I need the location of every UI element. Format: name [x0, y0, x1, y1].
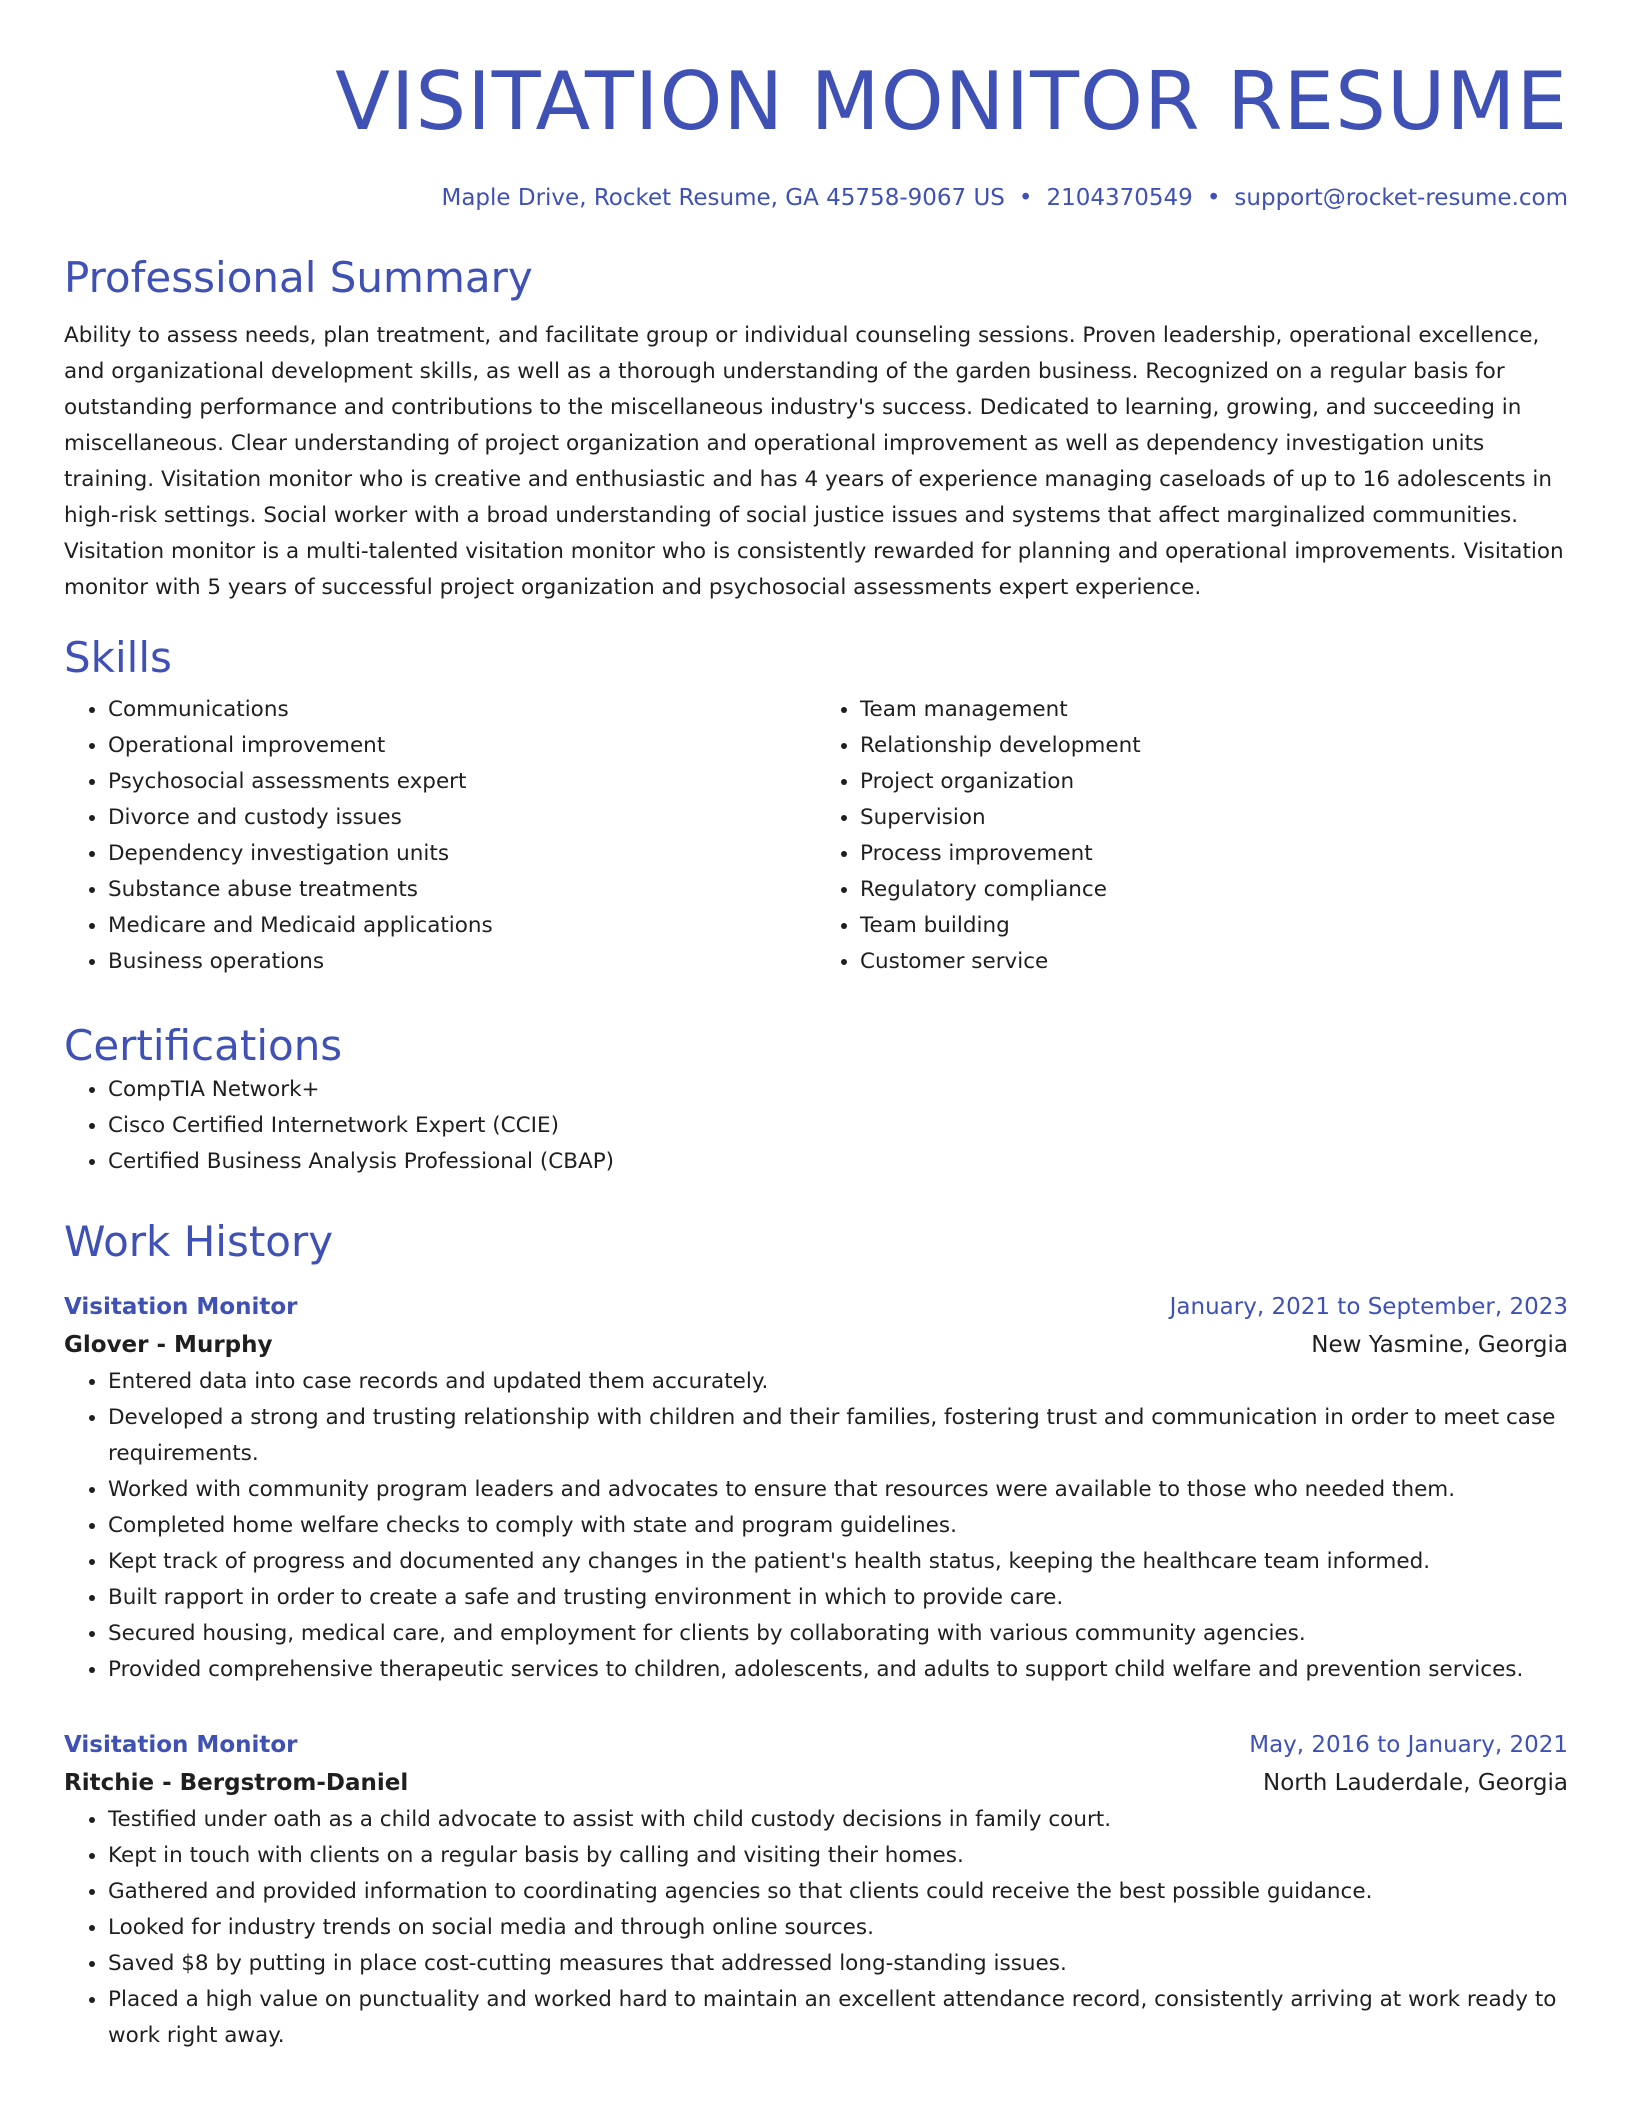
contact-address: Maple Drive, Rocket Resume, GA 45758-9067 US	[441, 185, 1005, 211]
skill-item: • Dependency investigation units	[108, 836, 816, 872]
job-bullet: • Kept track of progress and documented any changes in the patient's health status, keeping the healthcare team informed.	[108, 1544, 1568, 1580]
job-bullet: • Secured housing, medical care, and employment for clients by collaborating with various community agencies.	[108, 1616, 1568, 1652]
skills-heading: Skills	[64, 633, 172, 682]
job-title-row	[64, 1726, 1568, 1764]
resume-page	[64, 0, 1568, 2054]
skills-grid	[64, 692, 1568, 980]
skill-item: • Customer service	[860, 944, 1568, 980]
certification-item: • Certified Business Analysis Professional (CBAP)	[108, 1144, 1568, 1180]
skill-item: • Regulatory compliance	[860, 872, 1568, 908]
skill-item: • Divorce and custody issues	[108, 800, 816, 836]
skill-item: • Process improvement	[860, 836, 1568, 872]
skills-list-right	[816, 692, 1568, 980]
skill-item: • Operational improvement	[108, 728, 816, 764]
job-bullet: • Saved $8 by putting in place cost-cutting measures that addressed long-standing issues.	[108, 1946, 1568, 1982]
job-entry	[64, 1726, 1568, 2054]
job-entry	[64, 1288, 1568, 1688]
job-bullet: • Developed a strong and trusting relationship with children and their families, fostering trust and communication in order to meet case requirements.	[108, 1400, 1568, 1472]
job-bullet: • Worked with community program leaders and advocates to ensure that resources were available to those who needed them.	[108, 1472, 1568, 1508]
job-bullet: • Testified under oath as a child advocate to assist with child custody decisions in family court.	[108, 1802, 1568, 1838]
skill-item: • Medicare and Medicaid applications	[108, 908, 816, 944]
job-company-row	[64, 1764, 1568, 1802]
job-bullet: • Looked for industry trends on social media and through online sources.	[108, 1910, 1568, 1946]
summary-heading: Professional Summary	[64, 253, 533, 302]
work-history-heading: Work History	[64, 1217, 334, 1266]
job-bullets	[64, 1364, 1568, 1688]
job-location: New Yasmine, Georgia	[1311, 1332, 1568, 1358]
skill-item: • Supervision	[860, 800, 1568, 836]
job-company: Glover - Murphy	[64, 1332, 273, 1358]
job-bullets	[64, 1802, 1568, 2054]
skills-list-left	[64, 692, 816, 980]
job-bullet: • Completed home welfare checks to comply with state and program guidelines.	[108, 1508, 1568, 1544]
job-bullet: • Provided comprehensive therapeutic services to children, adolescents, and adults to support child welfare and prevention services.	[108, 1652, 1568, 1688]
contact-phone: 2104370549	[1046, 185, 1193, 211]
certification-item: • Cisco Certified Internetwork Expert (CCIE)	[108, 1108, 1568, 1144]
certifications-heading: Certifications	[64, 1021, 343, 1070]
contact-separator: •	[1018, 185, 1033, 211]
contact-separator: •	[1206, 185, 1221, 211]
job-bullet: • Built rapport in order to create a safe and trusting environment in which to provide care.	[108, 1580, 1568, 1616]
job-location: North Lauderdale, Georgia	[1263, 1770, 1568, 1796]
skill-item: • Project organization	[860, 764, 1568, 800]
job-bullet: • Entered data into case records and updated them accurately.	[108, 1364, 1568, 1400]
skill-item: • Substance abuse treatments	[108, 872, 816, 908]
job-company: Ritchie - Bergstrom-Daniel	[64, 1770, 409, 1796]
job-bullet: • Placed a high value on punctuality and worked hard to maintain an excellent attendance record, consistently arriving at work ready to work right away.	[108, 1982, 1568, 2054]
contact-line	[64, 182, 1568, 214]
certifications-list	[64, 1072, 1568, 1180]
skill-item: • Team management	[860, 692, 1568, 728]
skill-item: • Psychosocial assessments expert	[108, 764, 816, 800]
skill-item: • Team building	[860, 908, 1568, 944]
job-title: Visitation Monitor	[64, 1732, 298, 1758]
certification-item: • CompTIA Network+	[108, 1072, 1568, 1108]
skill-item: • Business operations	[108, 944, 816, 980]
skill-item: • Relationship development	[860, 728, 1568, 764]
job-title: Visitation Monitor	[64, 1294, 298, 1320]
contact-email[interactable]: support@rocket-resume.com	[1234, 185, 1568, 211]
job-dates: May, 2016 to January, 2021	[1249, 1732, 1568, 1758]
job-bullet: • Kept in touch with clients on a regular basis by calling and visiting their homes.	[108, 1838, 1568, 1874]
skill-item: • Communications	[108, 692, 816, 728]
job-bullet: • Gathered and provided information to coordinating agencies so that clients could receive the best possible guidance.	[108, 1874, 1568, 1910]
resume-title: VISITATION MONITOR RESUME	[335, 55, 1568, 148]
summary-text: Ability to assess needs, plan treatment, and facilitate group or individual counseling sessions. Proven leadership, operational excellence, and organizational development skills, as well as a thorough understanding of the garden business. Recognized on a regular basis for outstanding performance and contributions to the miscellaneous industry's success. Dedicated to learning, growing, and succeeding in miscellaneous. Clear understanding of project organization and operational improvement as well as dependency investigation units training. Visitation monitor who is creative and enthusiastic and has 4 years of experience managing caseloads of up to 16 adolescents in high-risk settings. Social worker with a broad understanding of social justice issues and systems that affect marginalized communities. Visitation monitor is a multi-talented visitation monitor who is consistently rewarded for planning and operational improvements. Visitation monitor with 5 years of successful project organization and psychosocial assessments expert experience.	[64, 323, 1564, 600]
job-dates: January, 2021 to September, 2023	[1169, 1294, 1568, 1320]
job-title-row	[64, 1288, 1568, 1326]
job-company-row	[64, 1326, 1568, 1364]
